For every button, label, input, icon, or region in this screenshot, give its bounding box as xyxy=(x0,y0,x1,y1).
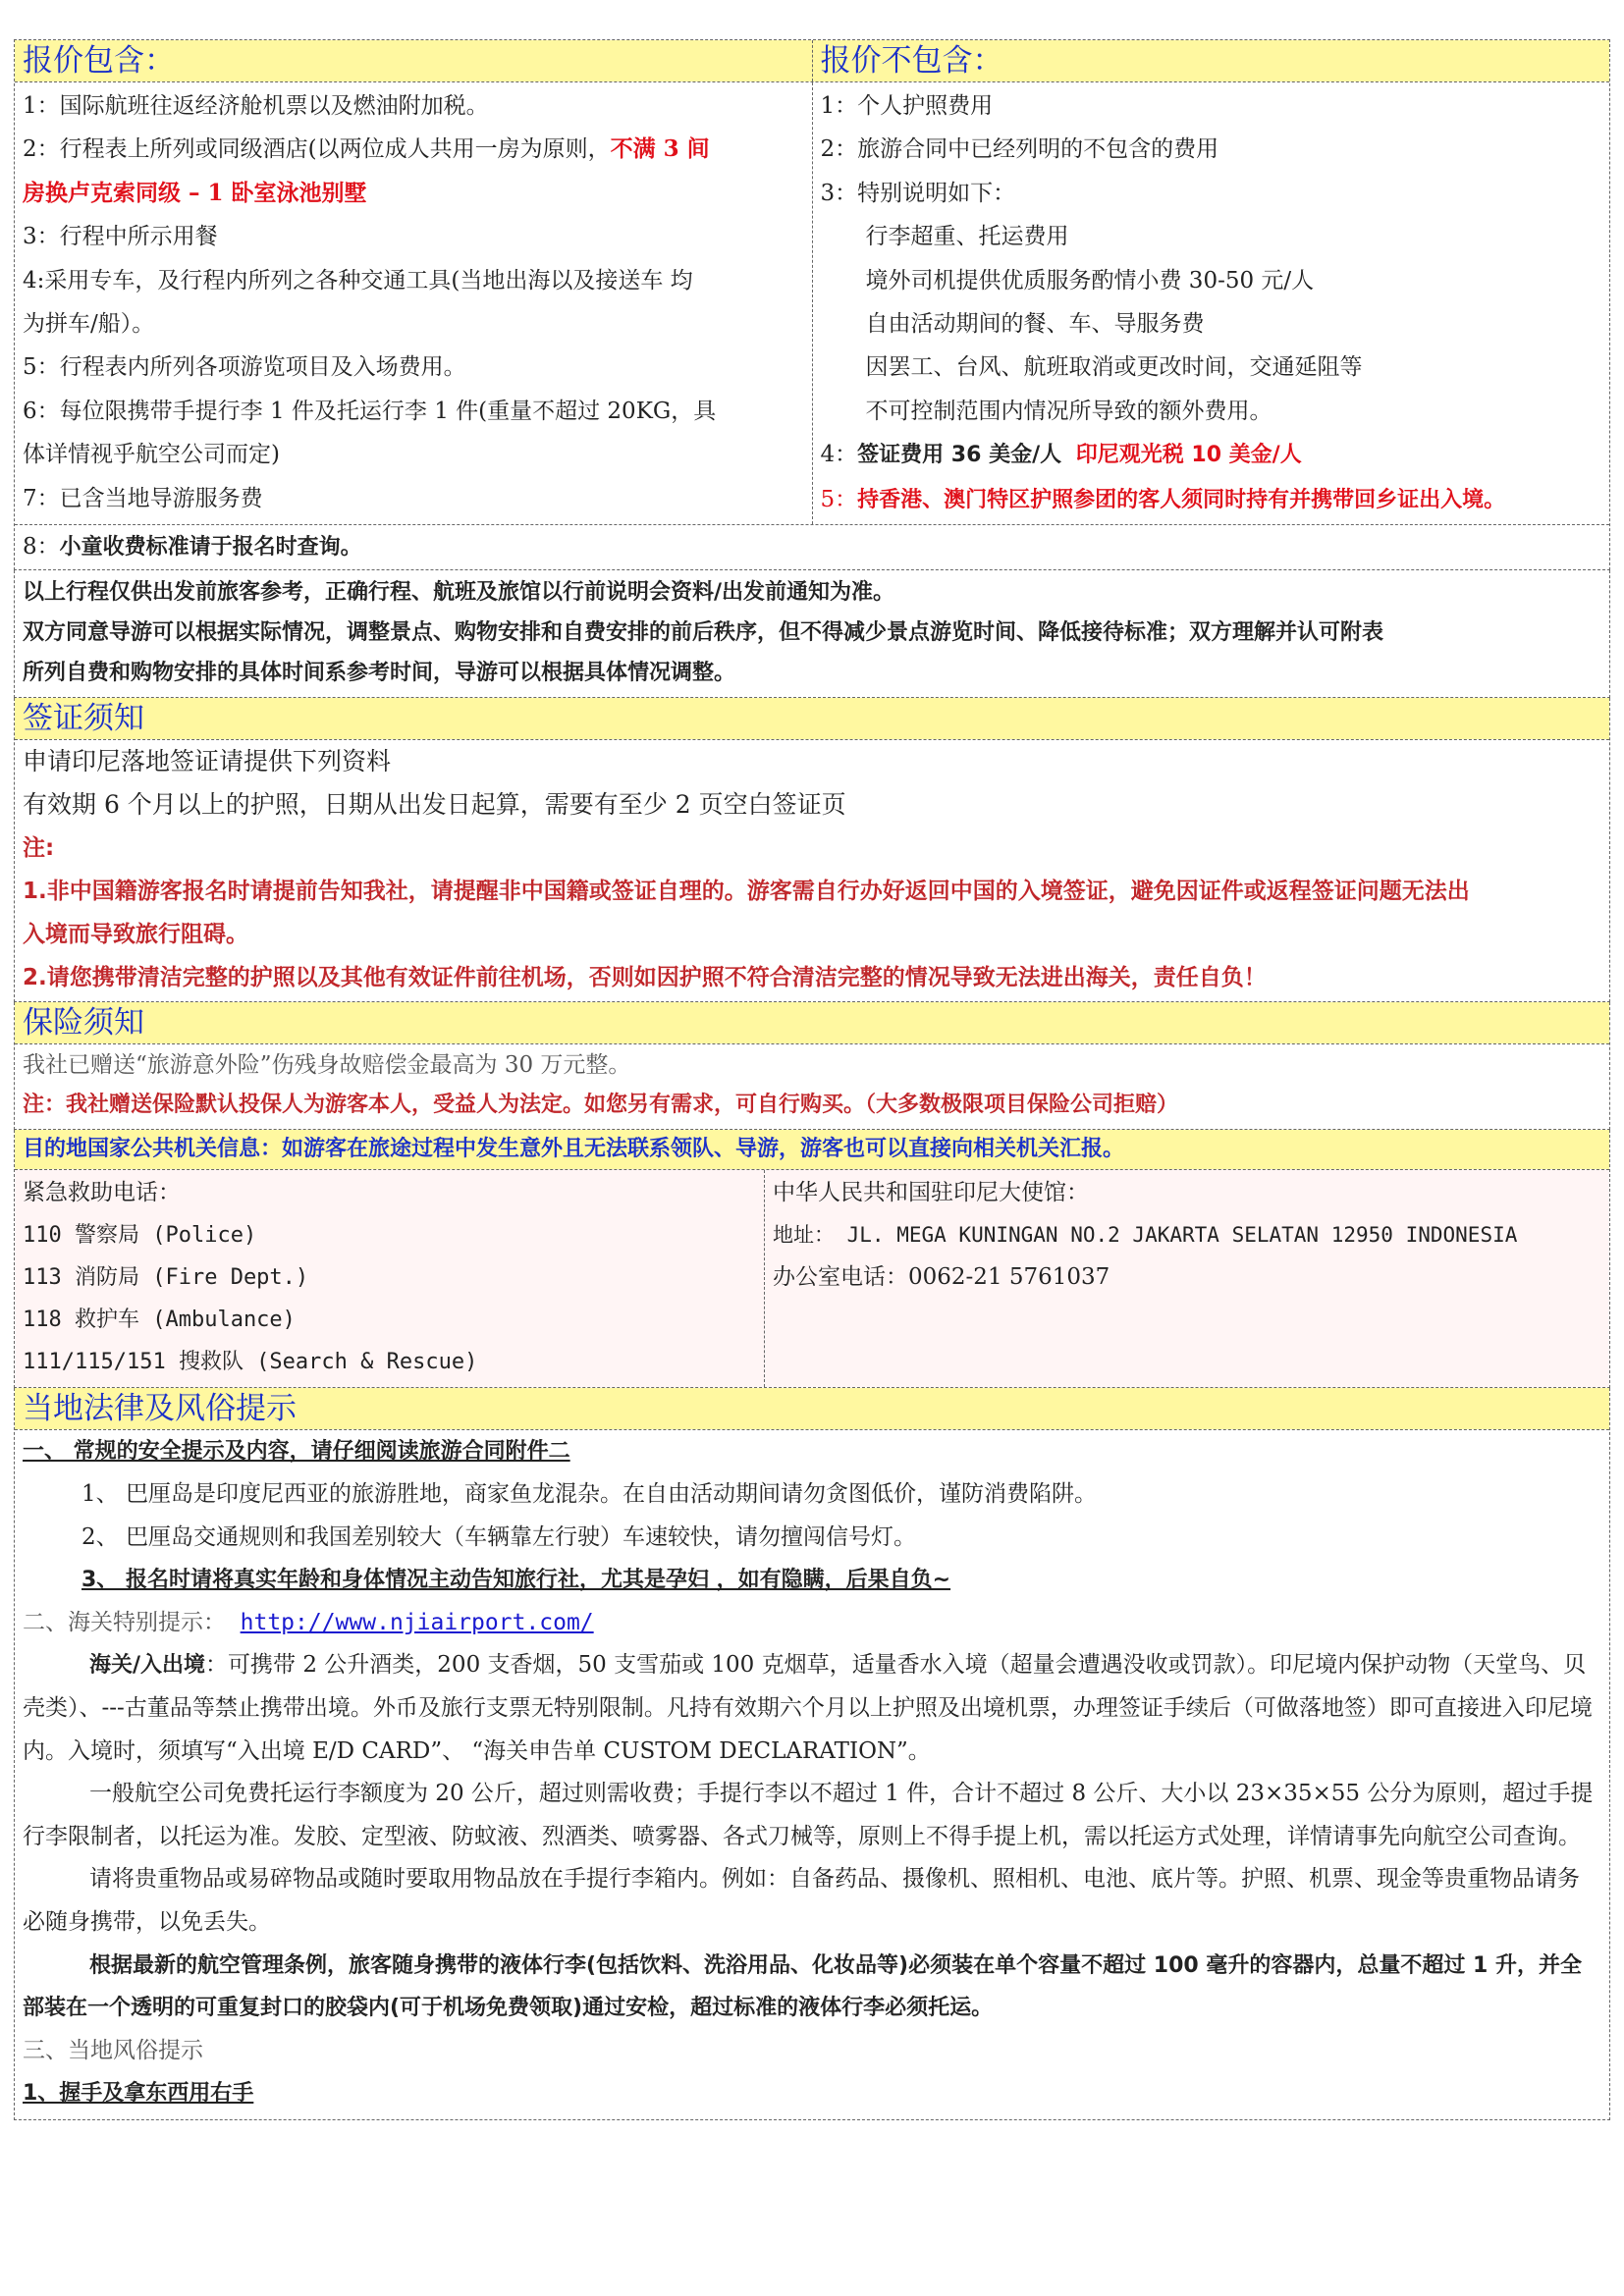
embassy-address: 地址： JL. MEGA KUNINGAN NO.2 JAKARTA SELATAN 12950 INDONESIA xyxy=(773,1223,1518,1248)
room-note: 不满 3 间 xyxy=(610,135,710,163)
custom-item: 1、握手及拿东西用右手 xyxy=(23,2081,254,2107)
visa-title: 签证须知 xyxy=(15,698,1609,739)
insurance-note: 注：我社赠送保险默认投保人为游客本人，受益人为法定。如您另有需求，可自行购买。（大多数极限项目保险公司拒赔） xyxy=(23,1093,1179,1118)
embassy-info xyxy=(764,1170,1609,1387)
excluded-subitem: 境外司机提供优质服务酌情小费 30-50 元/人 xyxy=(865,267,1315,294)
insurance-line: 我社已赠送“旅游意外险”伤残身故赔偿金最高为 30 万元整。 xyxy=(23,1052,631,1079)
airport-link[interactable]: http://www.njiairport.com/ xyxy=(240,1609,594,1635)
visa-note: 2.请您携带清洁完整的护照以及其他有效证件前往机场，否则如因护照不符合清洁完整的情况导致无法进出海关，责任自负！ xyxy=(23,965,1267,991)
visa-note-cont: 入境而导致旅行阻碍。 xyxy=(23,922,248,948)
law-section xyxy=(14,1388,1610,2120)
child-fee-note: 小童收费标准请于报名时查询。 xyxy=(59,535,362,561)
document-page xyxy=(14,39,1610,2120)
excluded-subitem: 因罢工、台风、航班取消或更改时间，交通延阻等 xyxy=(865,354,1363,381)
law-title: 当地法律及风俗提示 xyxy=(15,1388,1609,1429)
phone-rescue: 111/115/151 搜救队 (Search & Rescue) xyxy=(23,1350,478,1375)
room-note-cont: 房换卢克索同级 – 1 卧室泳池别墅 xyxy=(23,179,367,206)
excluded-title: 报价不包含： xyxy=(812,40,1610,81)
excluded-subitem: 不可控制范围内情况所导致的额外费用。 xyxy=(865,398,1272,424)
tourist-tax: 印尼观光税 10 美金/人 xyxy=(1075,443,1302,468)
included-item-cont: 为拼车/船）。 xyxy=(23,311,155,338)
authority-title: 目的地国家公共机关信息：如游客在旅途过程中发生意外且无法联系领队、导游，游客也可以直接向相关机关汇报。 xyxy=(15,1130,1609,1169)
excluded-list xyxy=(812,82,1610,524)
included-item: 3：行程中所示用餐 xyxy=(23,224,218,250)
excluded-subitem: 行李超重、托运费用 xyxy=(865,224,1069,250)
included-item: 5：行程表内所列各项游览项目及入场费用。 xyxy=(23,354,466,381)
excluded-item: 4：签证费用 36 美金/人 印尼观光税 10 美金/人 xyxy=(820,442,1302,468)
note-line: 双方同意导游可以根据实际情况，调整景点、购物安排和自费安排的前后秩序，但不得减少景点游览时间、降低接待标准；双方理解并认可附表 xyxy=(23,620,1384,646)
visa-line: 申请印尼落地签证请提供下列资料 xyxy=(23,747,392,776)
law-item: 3、 报名时请将真实年龄和身体情况主动告知旅行社，尤其是孕妇 ，如有隐瞒，后果自负~ xyxy=(81,1568,951,1593)
embassy-phone: 办公室电话：0062-21 5761037 xyxy=(773,1264,1110,1291)
authority-contacts xyxy=(15,1169,1609,1387)
note-line: 所列自费和购物安排的具体时间系参考时间，导游可以根据具体情况调整。 xyxy=(23,661,736,686)
customs-heading: 二、海关特别提示： http://www.njiairport.com/ xyxy=(23,1609,594,1635)
customs-heading: 三、当地风俗提示 xyxy=(23,2037,203,2063)
law-item: 2、 巴厘岛交通规则和我国差别较大（车辆靠左行驶）车速较快，请勿擅闯信号灯。 xyxy=(81,1523,916,1550)
quote-table xyxy=(14,39,1610,570)
quote-header-row xyxy=(15,40,1609,81)
quote-body-row xyxy=(15,81,1609,524)
visa-note-label: 注: xyxy=(23,835,55,862)
embassy-name: 中华人民共和国驻印尼大使馆： xyxy=(773,1180,1089,1206)
included-title: 报价包含： xyxy=(15,40,812,81)
emergency-phones xyxy=(15,1170,764,1387)
included-item: 1：国际航班往返经济舱机票以及燃油附加税。 xyxy=(23,93,489,119)
valuables-para: 请将贵重物品或易碎物品或随时要取用物品放在手提行李箱内。例如：自备药品、摄像机、照相机、电池、底片等。护照、机票、现金等贵重物品请务必随身携带，以免丢失。 xyxy=(23,1866,1580,1935)
included-item: 2：行程表上所列或同级酒店(以两位成人共用一房为原则，不满 3 间 xyxy=(23,135,710,163)
included-item-cont: 体详情视乎航空公司而定) xyxy=(23,442,280,468)
authority-section xyxy=(14,1130,1610,1388)
law-heading: 一、 常规的安全提示及内容，请仔细阅读旅游合同附件二 xyxy=(23,1439,570,1465)
included-item: 6：每位限携带手提行李 1 件及托运行李 1 件(重量不超过 20KG，具 xyxy=(23,398,717,424)
excluded-item: 2：旅游合同中已经列明的不包含的费用 xyxy=(820,136,1219,163)
visa-section xyxy=(14,698,1610,1002)
visa-fee: 签证费用 36 美金/人 xyxy=(857,443,1062,468)
insurance-section xyxy=(14,1002,1610,1130)
phone-fire: 113 消防局 (Fire Dept.) xyxy=(23,1265,309,1291)
excluded-item: 1：个人护照费用 xyxy=(820,93,994,119)
included-list xyxy=(15,82,812,524)
excluded-item: 3：特别说明如下： xyxy=(820,180,1016,206)
included-item: 4:采用专车，及行程内所列之各种交通工具(当地出海以及接送车 均 xyxy=(23,267,693,294)
phone-police: 110 警察局 (Police) xyxy=(23,1223,257,1249)
excluded-item: 5：持香港、澳门特区护照参团的客人须同时持有并携带回乡证出入境。 xyxy=(820,486,1506,512)
itinerary-notes xyxy=(14,570,1610,698)
customs-para: 海关/入出境：可携带 2 公升酒类，200 支香烟，50 支雪茄或 100 克烟草，适量香水入境（超量会遭遇没收或罚款）。印尼境内保护动物（天堂鸟、贝壳类）、---古董品等禁止携带出境。外币及旅行支票无特别限制。凡持有效期六个月以上护照及出境机票，办理签证手续后（可做落地签）即可直接进入印尼境内。入境时，须填写“入出境 E/D CARD”、 “海关申告单 CUSTOM DECLARATION”。 xyxy=(23,1652,1593,1764)
visa-note: 1.非中国籍游客报名时请提前告知我社，请提醒非中国籍或签证自理的。游客需自行办好返回中国的入境签证，避免因证件或返程签证问题无法出 xyxy=(23,879,1470,905)
excluded-subitem: 自由活动期间的餐、车、导服务费 xyxy=(865,311,1205,338)
included-item: 7：已含当地导游服务费 xyxy=(23,485,263,511)
baggage-para: 一般航空公司免费托运行李额度为 20 公斤，超过则需收费；手提行李以不超过 1 件，合计不超过 8 公斤、大小以 23×35×55 公分为原则，超过手提行李限制者，以托运为准。发胶、定型液、防蚊液、烈酒类、喷雾器、各式刀械等，原则上不得手提上机，需以托运方式处理，详情请事先向航空公司查询。 xyxy=(23,1781,1594,1849)
note-line: 以上行程仅供出发前旅客参考，正确行程、航班及旅馆以行前说明会资料/出发前通知为准。 xyxy=(23,580,895,606)
liquids-para: 根据最新的航空管理条例，旅客随身携带的液体行李(包括饮料、洗浴用品、化妆品等)必须装在单个容量不超过 100 毫升的容器内，总量不超过 1 升，并全部装在一个透明的可重复封口的胶袋内(可于机场免费领取)通过安检，超过标准的液体行李必须托运。 xyxy=(23,1952,1582,2021)
phone-ambulance: 118 救护车 (Ambulance) xyxy=(23,1308,296,1333)
insurance-title: 保险须知 xyxy=(15,1002,1609,1043)
child-fee-row: 8：小童收费标准请于报名时查询。 xyxy=(15,524,1609,569)
visa-line: 有效期 6 个月以上的护照，日期从出发日起算，需要有至少 2 页空白签证页 xyxy=(23,790,846,820)
law-item: 1、 巴厘岛是印度尼西亚的旅游胜地，商家鱼龙混杂。在自由活动期间请勿贪图低价，谨防消费陷阱。 xyxy=(81,1481,1097,1508)
emergency-label: 紧急救助电话： xyxy=(23,1180,181,1206)
